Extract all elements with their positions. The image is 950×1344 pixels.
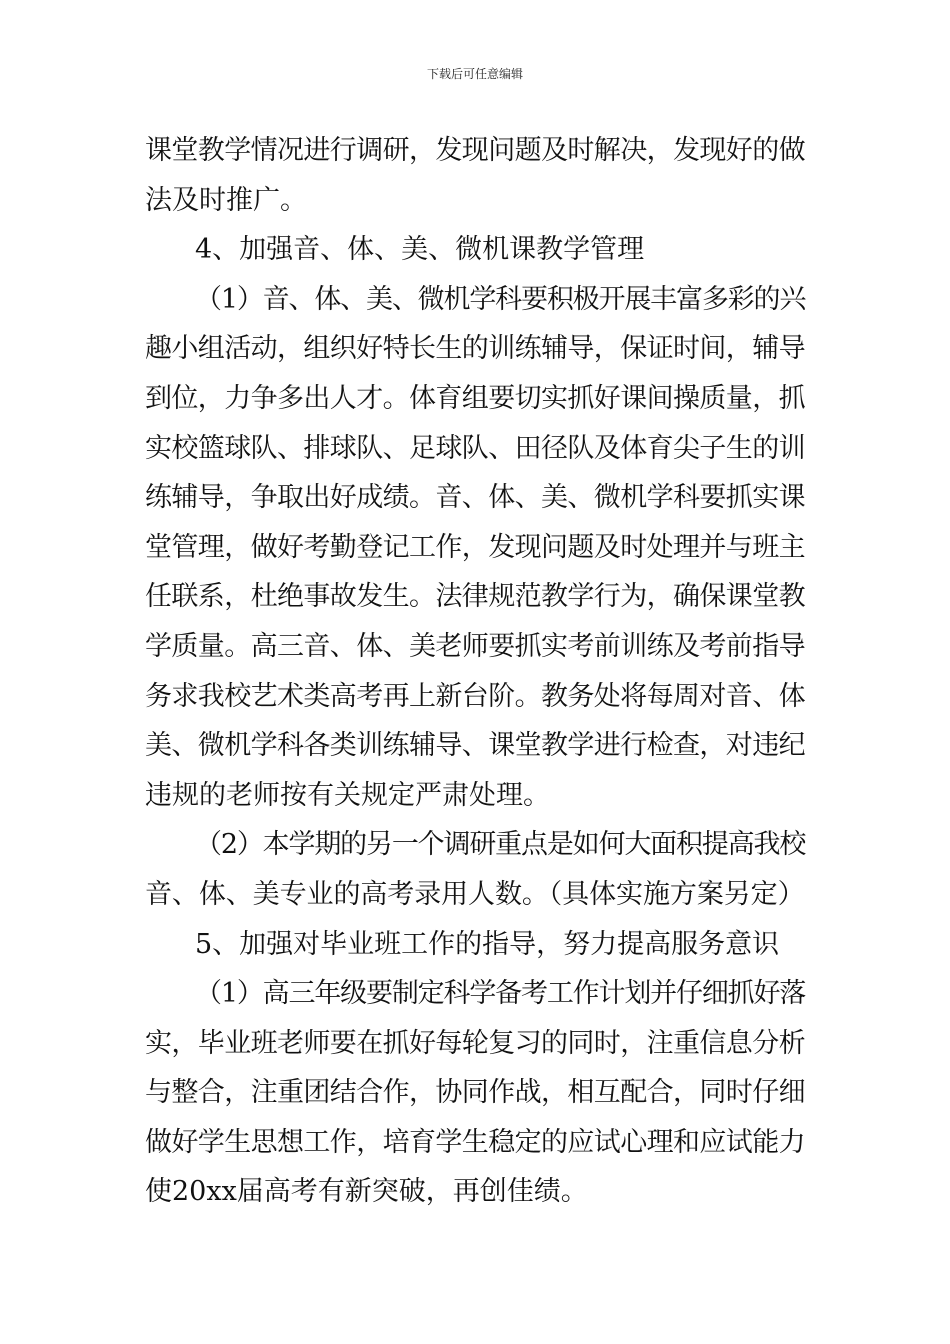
text-line: 4、加强音、体、美、微机课教学管理 xyxy=(195,234,645,266)
text-line: 实，毕业班老师要在抓好每轮复习的同时，注重信息分析 xyxy=(145,1027,805,1059)
text-line: 违规的老师按有关规定严肃处理。 xyxy=(145,779,550,811)
document-body xyxy=(145,126,805,1217)
text-line: （2）本学期的另一个调研重点是如何大面积提高我校 xyxy=(195,829,806,861)
text-line: 学质量。高三音、体、美老师要抓实考前训练及考前指导 xyxy=(145,630,805,662)
text-line: （1）音、体、美、微机学科要积极开展丰富多彩的兴 xyxy=(195,283,806,315)
text-line: 做好学生思想工作，培育学生稳定的应试心理和应试能力 xyxy=(145,1126,805,1158)
text-line: 练辅导，争取出好成绩。音、体、美、微机学科要抓实课 xyxy=(145,482,805,514)
text-line: 到位，力争多出人才。体育组要切实抓好课间操质量，抓 xyxy=(145,382,805,414)
text-line: （1）高三年级要制定科学备考工作计划并仔细抓好落 xyxy=(195,978,806,1010)
text-line: 堂管理，做好考勤登记工作，发现问题及时处理并与班主 xyxy=(145,531,805,563)
text-line: 实校篮球队、排球队、足球队、田径队及体育尖子生的训 xyxy=(145,432,805,464)
text-line: 美、微机学科各类训练辅导、课堂教学进行检查，对违纪 xyxy=(145,730,805,762)
text-line: 趣小组活动，组织好特长生的训练辅导，保证时间，辅导 xyxy=(145,333,805,365)
header-text: 下载后可任意编辑 xyxy=(426,67,523,81)
text-line: 与整合，注重团结合作，协同作战，相互配合，同时仔细 xyxy=(145,1077,805,1109)
text-line: 音、体、美专业的高考录用人数。（具体实施方案另定） xyxy=(145,878,805,910)
text-line: 使20xx届高考有新突破，再创佳绩。 xyxy=(145,1176,588,1208)
text-line: 法及时推广。 xyxy=(145,184,307,216)
page-header xyxy=(0,66,950,82)
text-line: 务求我校艺术类高考再上新台阶。教务处将每周对音、体 xyxy=(145,680,805,712)
text-line: 任联系，杜绝事故发生。法律规范教学行为，确保课堂教 xyxy=(145,581,805,613)
text-line: 5、加强对毕业班工作的指导，努力提高服务意识 xyxy=(195,928,780,960)
text-line: 课堂教学情况进行调研，发现问题及时解决，发现好的做 xyxy=(145,135,805,166)
